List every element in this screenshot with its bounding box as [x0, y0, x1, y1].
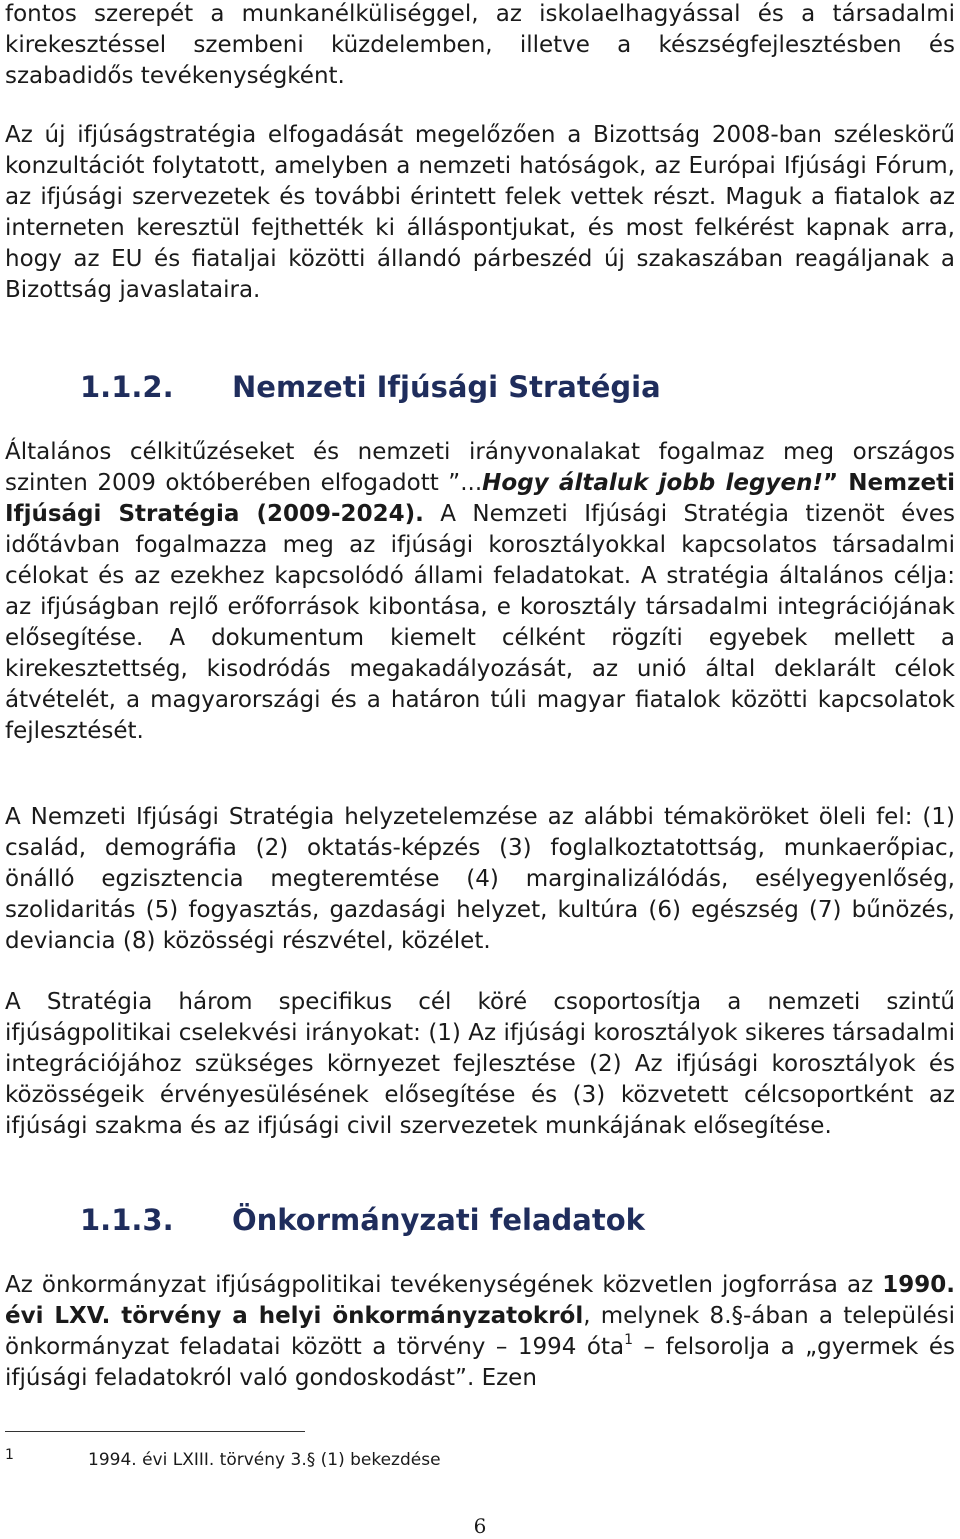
law-reference: 1990. évi LXV. törvény a helyi önkormányzatokról [5, 1272, 955, 1329]
paragraph-consultation [5, 120, 955, 306]
footnote-text: 1994. évi LXIII. törvény 3.§ (1) bekezdése [88, 1450, 441, 1470]
paragraph-national-strategy [5, 437, 955, 747]
paragraph-text: Az új ifjúságstratégia elfogadását megelőzően a Bizottság 2008-ban széleskörű konzultációt folytatott, amelyben a nemzeti hatóságok, az Európai Ifjúsági Fórum, az ifjúsági szervezetek és további érintett felek vettek részt. Maguk a fiatalok az interneten keresztül fejthették ki álláspontjukat, és most felkérést kapnak arra, hogy az EU és fiataljai közötti állandó párbeszéd új szakaszában reagáljanak a Bizottság javaslataira. [5, 122, 955, 303]
paragraph-text: fontos szerepét a munkanélküliséggel, az iskolaelhagyással és a társadalmi kirekesztéssel szembeni küzdelemben, illetve a készségfejlesztésben és szabadidős tevékenységként. [5, 1, 955, 89]
paragraph-text: A Stratégia három specifikus cél köré csoportosítja a nemzeti szintű ifjúságpolitikai cselekvési irányokat: (1) Az ifjúsági korosztályok sikeres társadalmi integrációjához szükséges környezet fejlesztése (2) Az ifjúsági korosztályok és közösségeik érvényesülésének elősegítése és (3) közvetett célcsoportként az ifjúsági szakma és az ifjúsági civil szervezetek munkájának elősegítése. [5, 989, 955, 1139]
footnote-reference[interactable]: 1 [624, 1332, 634, 1348]
section-title: Nemzeti Ifjúsági Stratégia [232, 370, 661, 404]
strategy-motto: Hogy általuk jobb legyen! [482, 470, 823, 496]
paragraph-text: , melynek 8.§-ában a települési önkormányzat feladatai között a törvény – 1994 óta [5, 1303, 955, 1360]
footnote-number: 1 [5, 1447, 14, 1463]
paragraph-text: A Nemzeti Ifjúsági Stratégia tizenöt éves időtávban fogalmazza meg az ifjúsági korosztályokkal kapcsolatos társadalmi célokat és az ezekhez kapcsolódó állami feladatokat. A stratégia általános célja: az ifjúságban rejlő erőforrások kibontása, e korosztály társadalmi integrációjának elősegítése. A dokumentum kiemelt célként rögzíti egyebek mellett a kirekesztettség, kisodródás megakadályozását, az unió által deklarált célok átvételét, a magyarországi és a határon túli magyar fiatalok közötti kapcsolatok fejlesztését. [5, 501, 955, 744]
paragraph-situation-analysis [5, 802, 955, 957]
paragraph-local-government [5, 1270, 955, 1394]
footnote [5, 1441, 441, 1474]
strategy-name: ” Nemzeti Ifjúsági Stratégia (2009-2024). [5, 470, 955, 527]
paragraph-specific-goals [5, 987, 955, 1142]
paragraph-text: Az önkormányzat ifjúságpolitikai tevékenységének közvetlen jogforrása az [5, 1272, 883, 1298]
section-number: 1.1.2. [80, 370, 174, 404]
paragraph-text: A Nemzeti Ifjúsági Stratégia helyzetelemzése az alábbi témaköröket öleli fel: (1) család, demográfia (2) oktatás-képzés (3) foglalkoztatottság, munkaerőpiac, önálló egzisztencia megteremtése (4) marginalizálódás, esélyegyenlőség, szolidaritás (5) fogyasztás, gazdasági helyzet, kultúra (6) egészség (7) bűnözés, deviancia (8) közösségi részvétel, közélet. [5, 804, 955, 954]
paragraph-text: Általános célkitűzéseket és nemzeti irányvonalakat fogalmaz meg országos szinten 2009 októberében elfogadott ”... [5, 439, 955, 496]
page-number: 6 [473, 1514, 487, 1538]
section-title: Önkormányzati feladatok [232, 1203, 645, 1237]
paragraph-intro-continuation [5, 0, 955, 92]
section-heading-1-1-2 [80, 369, 661, 405]
section-number: 1.1.3. [80, 1203, 174, 1237]
footnote-separator [5, 1431, 305, 1432]
section-heading-1-1-3 [80, 1202, 645, 1238]
paragraph-text: – felsorolja a „gyermek és ifjúsági feladatokról való gondoskodást”. Ezen [5, 1334, 956, 1391]
